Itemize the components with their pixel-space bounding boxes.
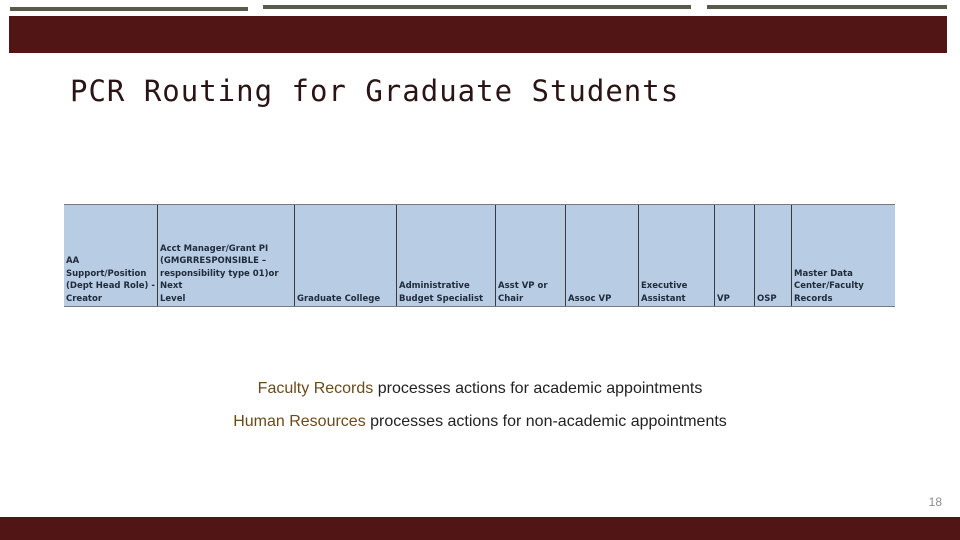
- page-number: 18: [928, 495, 942, 509]
- routing-column-executive-assistant: Executive Assistant: [639, 205, 715, 306]
- note-text: processes actions for non-academic appointments: [365, 413, 727, 430]
- routing-column-graduate-college: Graduate College: [295, 205, 397, 306]
- note-human-resources: [0, 413, 960, 431]
- routing-column-asst-vp: Asst VP or Chair: [496, 205, 566, 306]
- routing-column-aa-support: AA Support/Position (Dept Head Role) - Creator: [64, 205, 158, 306]
- routing-column-budget-specialist: Administrative Budget Specialist: [397, 205, 496, 306]
- routing-column-assoc-vp: Assoc VP: [566, 205, 639, 306]
- top-line-3: [707, 5, 947, 9]
- note-highlight: Faculty Records: [257, 380, 374, 397]
- routing-column-master-data: Master Data Center/Faculty Records: [794, 268, 864, 304]
- slide-title: PCR Routing for Graduate Students: [70, 74, 680, 108]
- top-banner: [9, 16, 947, 53]
- note-text: processes actions for academic appointments: [373, 380, 703, 397]
- routing-column-vp: VP: [715, 205, 755, 306]
- routing-table: [64, 204, 895, 307]
- routing-column-osp: OSP: [755, 205, 792, 306]
- note-highlight: Human Resources: [233, 413, 366, 430]
- bottom-bar: [0, 517, 960, 540]
- routing-column-acct-manager: Acct Manager/Grant PI (GMGRRESPONSIBLE – responsibility type 01)or Next Level: [158, 205, 295, 306]
- top-line-1: [10, 7, 248, 11]
- note-faculty-records: [0, 380, 960, 398]
- top-line-2: [263, 5, 691, 9]
